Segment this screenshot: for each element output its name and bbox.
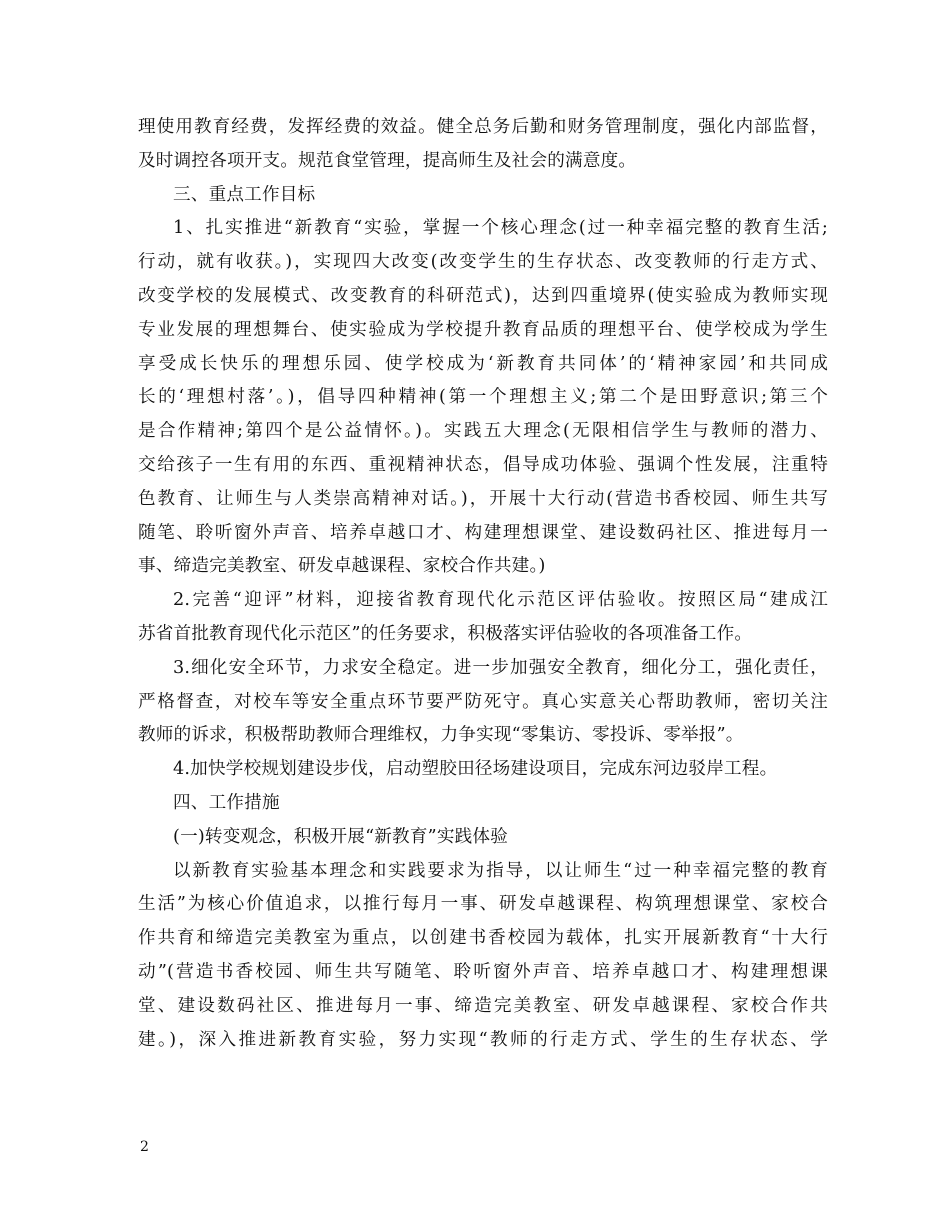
text-line: 及时调控各项开支。规范食堂管理，提高师生及社会的满意度。 (138, 150, 637, 171)
text-line: 是合作精神;第四个是公益情怀。)。实践五大理念(无限相信学生与教师的潜力、 (138, 421, 828, 442)
text-line: 享受成长快乐的理想乐园、使学校成为‘新教育共同体’的‘精神家园’和共同成 (138, 353, 828, 374)
text-line: 四、工作措施 (173, 792, 280, 813)
text-line: 堂、建设数码社区、推进每月一事、缔造完美教室、研发卓越课程、家校合作共 (138, 995, 828, 1016)
text-line: 以新教育实验基本理念和实践要求为指导，以让师生“过一种幸福完整的教育 (173, 860, 828, 881)
text-line: 改变学校的发展模式、改变教育的科研范式)，达到四重境界(使实验成为教师实现 (138, 285, 828, 306)
text-line: 建。)，深入推进新教育实验，努力实现“教师的行走方式、学生的生存状态、学 (138, 1029, 828, 1050)
text-line: 教师的诉求，积极帮助教师合理维权，力争实现“零集访、零投诉、零举报”。 (138, 725, 744, 746)
page-number: 2 (140, 1139, 149, 1155)
text-line: 苏省首批教育现代化示范区”的任务要求，积极落实评估验收的各项准备工作。 (138, 623, 753, 644)
text-line: 4.加快学校规划建设步伐，启动塑胶田径场建设项目，完成东河边驳岸工程。 (173, 759, 778, 780)
text-line: 随笔、聆听窗外声音、培养卓越口才、构建理想课堂、建设数码社区、推进每月一 (138, 522, 828, 543)
text-line: 事、缔造完美教室、研发卓越课程、家校合作共建。) (138, 556, 546, 577)
document-body (138, 111, 828, 1057)
text-line: 色教育、让师生与人类崇高精神对话。)，开展十大行动(营造书香校园、师生共写 (138, 488, 828, 509)
text-line: 动”(营造书香校园、师生共写随笔、聆听窗外声音、培养卓越口才、构建理想课 (138, 961, 828, 982)
text-line: (一)转变观念，积极开展“新教育”实践体验 (173, 826, 509, 847)
text-line: 3.细化安全环节，力求安全稳定。进一步加强安全教育，细化分工，强化责任， (173, 657, 828, 678)
text-line: 行动，就有收获。)，实现四大改变(改变学生的生存状态、改变教师的行走方式、 (138, 252, 828, 273)
text-line: 2.完善“迎评”材料，迎接省教育现代化示范区评估验收。按照区局“建成江 (173, 590, 828, 611)
text-line: 专业发展的理想舞台、使实验成为学校提升教育品质的理想平台、使学校成为学生 (138, 319, 828, 340)
text-line: 交给孩子一生有用的东西、重视精神状态，倡导成功体验、强调个性发展，注重特 (138, 454, 828, 475)
text-line: 长的‘理想村落’。)，倡导四种精神(第一个理想主义;第二个是田野意识;第三个 (138, 387, 828, 408)
text-line: 严格督查，对校车等安全重点环节要严防死守。真心实意关心帮助教师，密切关注 (138, 691, 828, 712)
text-line: 理使用教育经费，发挥经费的效益。健全总务后勤和财务管理制度，强化内部监督， (138, 117, 828, 137)
text-line: 1、扎实推进“新教育“实验，掌握一个核心理念(过一种幸福完整的教育生活; (173, 218, 828, 239)
text-line: 生活”为核心价值追求，以推行每月一事、研发卓越课程、构筑理想课堂、家校合 (138, 894, 828, 915)
text-line: 作共育和缔造完美教室为重点，以创建书香校园为载体，扎实开展新教育“十大行 (138, 928, 828, 949)
text-line: 三、重点工作目标 (173, 184, 316, 205)
